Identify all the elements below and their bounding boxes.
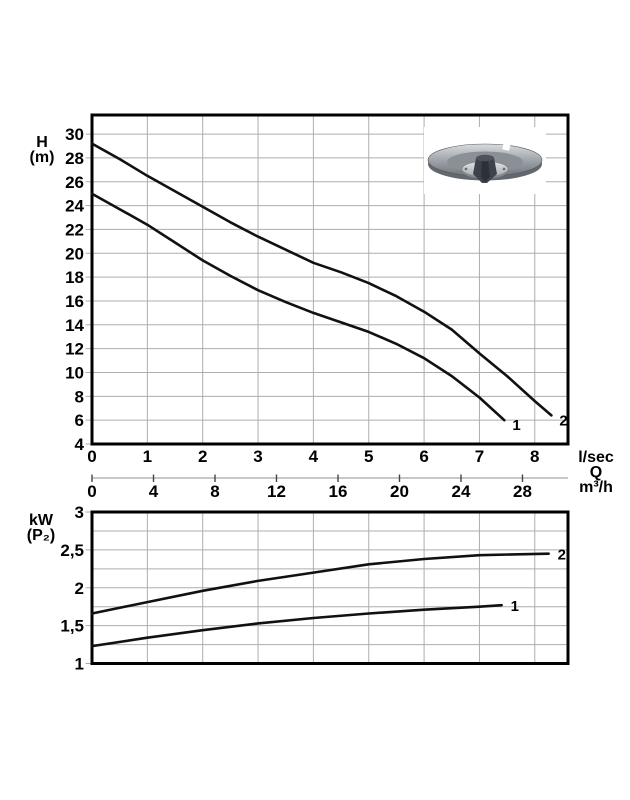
x-tick-label-lsec: 6 (419, 447, 429, 466)
power-curve-2 (92, 554, 549, 614)
x-tick-label-m3h: 8 (210, 482, 220, 501)
pump-impeller-image (424, 127, 546, 194)
x-tick-label-lsec: 4 (308, 447, 319, 466)
head-curve-label-2: 2 (559, 412, 568, 430)
x-tick-label-lsec: 7 (474, 447, 485, 466)
y-tick-label-head: 20 (65, 244, 84, 264)
impeller-notch (502, 142, 510, 150)
x-tick-label-m3h: 28 (513, 482, 532, 501)
y-tick-label-head: 10 (65, 363, 84, 383)
y-tick-label-head: 22 (65, 220, 84, 240)
y-tick-label-head: 26 (65, 172, 84, 192)
head-axis-unit (20, 135, 64, 165)
head-axis-unit-symbol: H (36, 134, 48, 151)
head-axis-unit-measure: (m) (29, 149, 55, 166)
x-tick-label-m3h: 16 (328, 482, 348, 501)
x-tick-label-m3h: 4 (148, 482, 159, 501)
head-curve-label-1: 1 (512, 417, 521, 435)
x-tick-label-lsec: 1 (142, 447, 153, 466)
y-tick-label-power: 2 (74, 578, 84, 598)
x-tick-label-lsec: 8 (530, 447, 540, 466)
x-tick-label-m3h: 24 (451, 482, 471, 501)
y-tick-label-head: 24 (65, 196, 84, 216)
flow-unit-m3h: m³/h (579, 479, 613, 496)
impeller-hub-top (476, 155, 494, 161)
y-tick-label-head: 6 (74, 411, 84, 431)
x-tick-label-lsec: 5 (364, 447, 374, 466)
x-tick-label-m3h: 12 (267, 482, 286, 501)
y-tick-label-power: 1 (74, 654, 84, 674)
x-tick-label-m3h: 0 (87, 482, 97, 501)
y-tick-label-head: 8 (74, 387, 84, 407)
flange-bolt (465, 168, 468, 171)
y-tick-label-head: 14 (65, 315, 84, 335)
power-curve-label-2: 2 (557, 546, 566, 564)
power-axis-unit (16, 513, 66, 543)
x-tick-label-lsec: 0 (87, 447, 97, 466)
y-tick-label-head: 18 (65, 268, 84, 288)
x-tick-label-lsec: 3 (253, 447, 263, 466)
flow-symbol-q: Q (589, 464, 603, 481)
y-tick-label-head: 16 (65, 291, 84, 311)
flow-axis-units (568, 450, 624, 495)
power-axis-unit-symbol: kW (29, 512, 53, 529)
head-curve-1 (92, 194, 504, 421)
power-axis-unit-measure: (P₂) (26, 527, 56, 544)
y-tick-label-power: 3 (74, 503, 84, 522)
y-tick-label-head: 30 (65, 125, 84, 145)
x-tick-label-lsec: 2 (197, 447, 208, 466)
x-tick-label-m3h: 20 (390, 482, 409, 501)
y-tick-label-head: 12 (65, 339, 84, 359)
y-tick-label-power: 1,5 (60, 616, 84, 636)
y-tick-label-head: 28 (65, 148, 84, 168)
y-tick-label-head: 4 (74, 435, 84, 454)
flow-unit-lsec: l/sec (578, 449, 614, 466)
flange-bolt (503, 168, 506, 171)
y-tick-label-power: 2,5 (60, 540, 84, 560)
power-curve-label-1: 1 (510, 598, 519, 616)
